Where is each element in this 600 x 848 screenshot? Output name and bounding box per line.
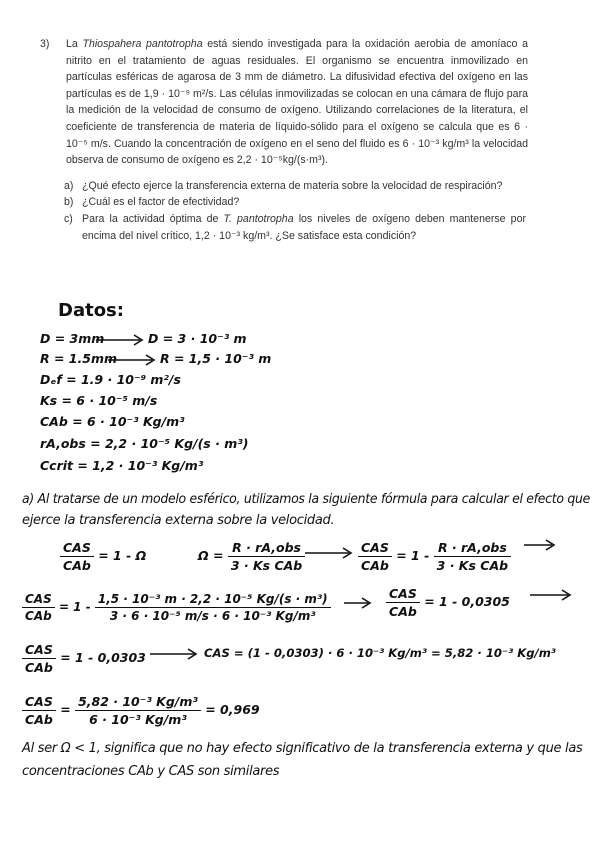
datos-cab: CAb = 6 · 10⁻³ Kg/m³ [40, 414, 185, 429]
conclusion-line-2: concentraciones CAb y CAS son similares [22, 764, 280, 779]
equation-lhs: Ω = [198, 548, 224, 563]
arrow-icon [524, 538, 558, 552]
equation-6 [22, 642, 146, 675]
species-name: Thiospahera pantotropha [82, 38, 203, 50]
equation-operator: = 1 - [396, 548, 430, 563]
problem-number: 3) [40, 38, 50, 50]
equation-rhs: = 1 - 0,0305 [424, 594, 510, 609]
equation-2 [198, 540, 305, 573]
equation-3 [358, 540, 511, 573]
datos-radius-mm: R = 1.5mm [40, 351, 117, 366]
question-text: Para la actividad óptima de [82, 212, 224, 225]
question-a [64, 178, 526, 195]
fraction-denominator: 3 · Ks CAb [436, 558, 509, 573]
datos-diffusivity: Dₑf = 1.9 · 10⁻⁹ m²/s [40, 372, 181, 387]
fraction-denominator: CAb [25, 660, 53, 675]
conclusion-line-1: Al ser Ω < 1, significa que no hay efecto significativo de la transferencia externa y que las [22, 741, 583, 756]
fraction-denominator: CAb [25, 609, 52, 623]
fraction-denominator: CAb [389, 604, 417, 619]
question-text: ¿Cuál es el factor de efectividad? [82, 196, 240, 209]
part-a-line-1: a) Al tratarse de un modelo esférico, utilizamos la siguiente fórmula para calcular el efecto que [22, 492, 590, 507]
question-label: b) [64, 196, 74, 209]
question-c [64, 211, 526, 244]
arrow-icon [530, 588, 574, 602]
arrow-icon [305, 546, 355, 560]
problem-statement [40, 36, 528, 244]
question-b [64, 194, 526, 211]
fraction-numerator: CAS [60, 540, 94, 557]
fraction-denominator: CAb [63, 558, 91, 573]
equation-1 [60, 540, 146, 573]
arrow-icon [108, 353, 158, 367]
fraction-numerator: CAS [386, 586, 420, 603]
equation-operator: = [60, 702, 71, 717]
fraction-numerator: R · rA,obs [434, 540, 511, 557]
fraction-denominator: 3 · Ks CAb [230, 558, 303, 573]
datos-ccrit: Ccrit = 1,2 · 10⁻³ Kg/m³ [40, 458, 204, 473]
fraction-denominator: CAb [361, 558, 389, 573]
equation-operator: = 1 - [58, 600, 91, 614]
fraction-numerator: 1,5 · 10⁻³ m · 2,2 · 10⁻⁵ Kg/(s · m³) [95, 592, 331, 608]
datos-diameter-mm: D = 3mm [40, 331, 105, 346]
question-text: los niveles de oxígeno deben mantenerse por encima del nivel crítico, 1,2 · 10⁻³ kg/m³. ¿Se satisface esta condición? [82, 212, 526, 242]
fraction-numerator: CAS [358, 540, 392, 557]
species-name: T. pantotropha [223, 212, 294, 225]
equation-rhs: = 1 - 0,0303 [60, 650, 146, 665]
equation-4 [22, 592, 331, 623]
part-a-line-2: ejerce la transferencia externa sobre la velocidad. [22, 513, 335, 528]
datos-title: Datos: [58, 300, 124, 321]
equation-6-result: CAS = (1 - 0,0303) · 6 · 10⁻³ Kg/m³ = 5,82 · 10⁻³ Kg/m³ [204, 646, 556, 660]
fraction-numerator: 5,82 · 10⁻³ Kg/m³ [75, 694, 201, 711]
fraction-denominator: 3 · 6 · 10⁻⁵ m/s · 6 · 10⁻³ Kg/m³ [109, 609, 316, 623]
fraction-numerator: CAS [22, 694, 56, 711]
fraction-denominator: CAb [25, 712, 53, 727]
problem-body [66, 36, 528, 169]
fraction-numerator: R · rA,obs [228, 540, 305, 557]
fraction-numerator: CAS [22, 642, 56, 659]
arrow-icon [96, 333, 146, 347]
datos-radius-m: R = 1,5 · 10⁻³ m [160, 351, 272, 366]
fraction-numerator: CAS [22, 592, 55, 608]
arrow-icon [150, 647, 200, 661]
equation-rhs: = 1 - Ω [98, 548, 147, 563]
datos-diameter-m: D = 3 · 10⁻³ m [148, 331, 247, 346]
equation-7 [22, 694, 260, 727]
question-text: ¿Qué efecto ejerce la transferencia externa de materia sobre la velocidad de respiración? [82, 179, 503, 192]
problem-intro: La [66, 38, 83, 50]
problem-text: está siendo investigada para la oxidación aerobia de amoníaco a nitrito en el tratamiento de aguas residuales. El organismo se encuentra inmovilizado en partículas esféricas de agarosa de 3 mm de diámetro. La difusividad efectiva del oxígeno en las partículas es de 1,9 · 10⁻⁹ m²/s. Las células inmovilizadas se colocan en una cámara de flujo para la medición de la velocidad de consumo de oxígeno. Utilizando correlaciones de la literatura, el coeficiente de transferencia de materia de líquido-sólido para el oxígeno se calcula que es 6 · 10⁻⁵ m/s. Cuando la concentración de oxígeno en el seno del fluido es 6 · 10⁻³ kg/m³ la velocidad observa de consumo de oxígeno es 2,2 · 10⁻⁵kg/(s·m³). [66, 38, 528, 167]
question-label: c) [64, 212, 73, 225]
fraction-denominator: 6 · 10⁻³ Kg/m³ [89, 712, 187, 727]
question-label: a) [64, 179, 74, 192]
datos-ks: Ks = 6 · 10⁻⁵ m/s [40, 393, 158, 408]
equation-5 [386, 586, 510, 619]
equation-rhs: = 0,969 [205, 702, 260, 717]
datos-rate-obs: rA,obs = 2,2 · 10⁻⁵ Kg/(s · m³) [40, 436, 249, 451]
arrow-icon [344, 596, 374, 610]
